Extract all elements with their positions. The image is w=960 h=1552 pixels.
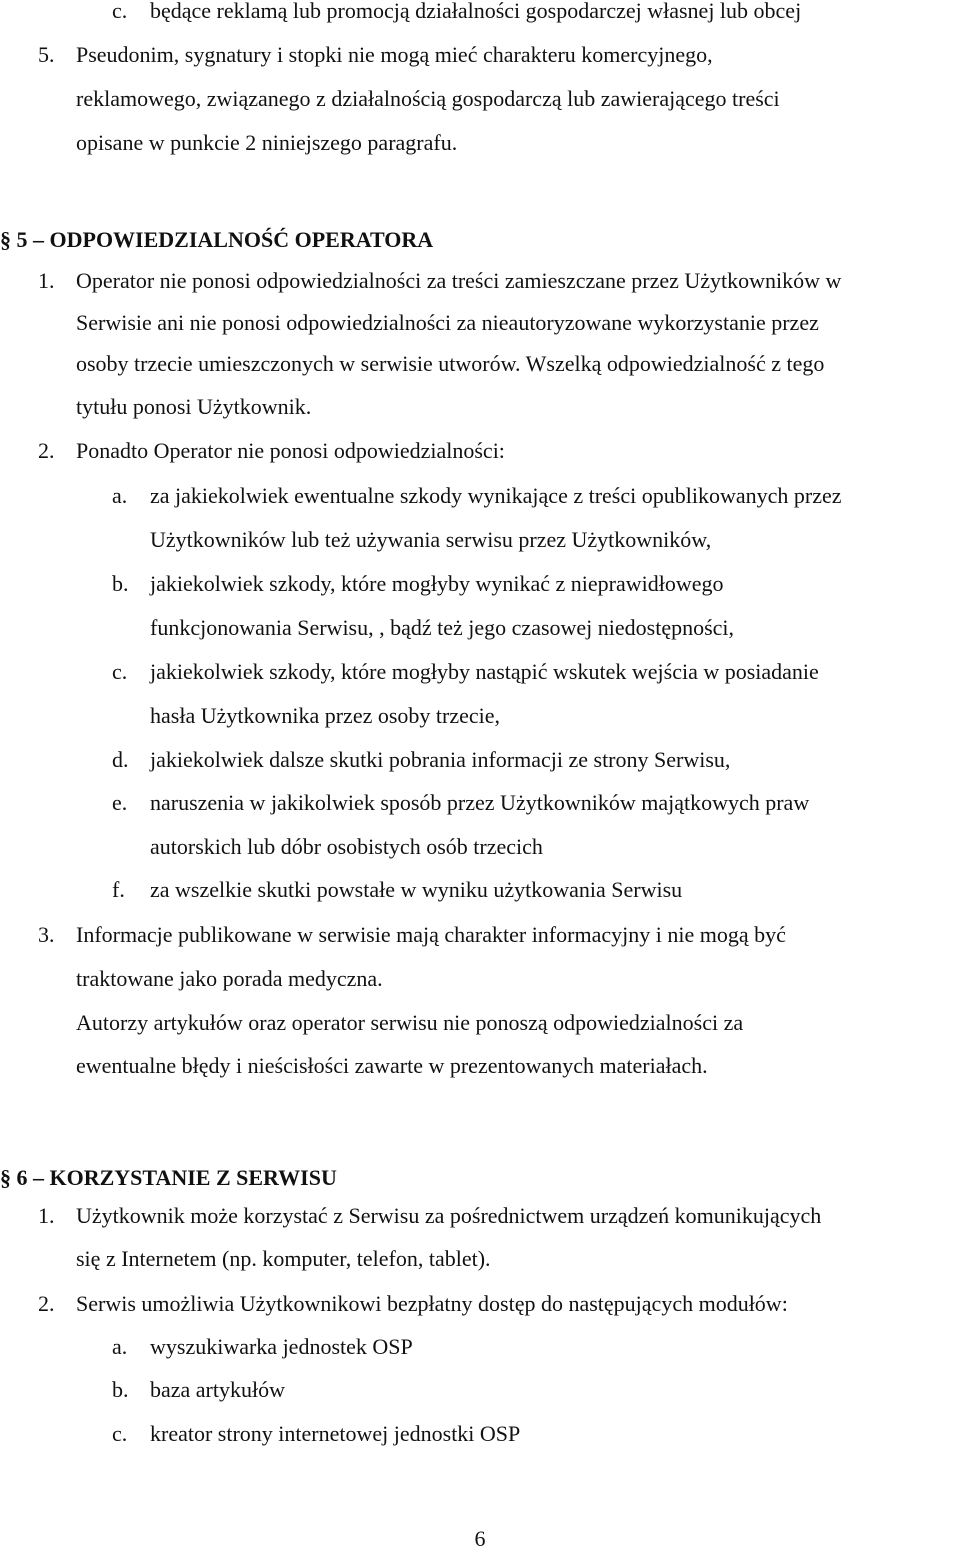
list-item-text: za wszelkie skutki powstałe w wyniku użytkowania Serwisu [150, 877, 683, 902]
list-marker: c. [112, 1421, 128, 1446]
list-item-text: jakiekolwiek szkody, które mogłyby nastąpić wskutek wejścia w posiadanie [150, 659, 819, 684]
paragraph-line: Operator nie ponosi odpowiedzialności za treści zamieszczane przez Użytkowników w [76, 268, 842, 293]
page-number: 6 [474, 1526, 486, 1551]
list-item-text: hasła Użytkownika przez osoby trzecie, [150, 703, 501, 728]
paragraph-line: się z Internetem (np. komputer, telefon, tablet). [76, 1246, 491, 1271]
list-marker: a. [112, 483, 128, 508]
paragraph-line: opisane w punkcie 2 niniejszego paragrafu. [76, 130, 458, 155]
list-item-text: baza artykułów [150, 1377, 285, 1402]
list-item-text: naruszenia w jakikolwiek sposób przez Użytkowników majątkowych praw [150, 790, 810, 815]
paragraph-line: Pseudonim, sygnatury i stopki nie mogą mieć charakteru komercyjnego, [76, 42, 713, 67]
list-item-text: będące reklamą lub promocją działalności gospodarczej własnej lub obcej [150, 0, 802, 23]
list-marker: 5. [38, 42, 55, 67]
list-item-text: Użytkowników lub też używania serwisu przez Użytkowników, [150, 527, 712, 552]
list-item-text: za jakiekolwiek ewentualne szkody wynikające z treści opublikowanych przez [150, 483, 842, 508]
list-marker: d. [112, 747, 129, 772]
paragraph-line: Ponadto Operator nie ponosi odpowiedzialności: [76, 438, 505, 463]
section-heading: § 6 – KORZYSTANIE Z SERWISU [0, 1165, 337, 1190]
paragraph-line: Serwisie ani nie ponosi odpowiedzialności za nieautoryzowane wykorzystanie przez [76, 310, 819, 335]
paragraph-line: reklamowego, związanego z działalnością gospodarczą lub zawierającego treści [76, 86, 780, 111]
paragraph-line: ewentualne błędy i nieścisłości zawarte w prezentowanych materiałach. [76, 1053, 708, 1078]
paragraph-line: tytułu ponosi Użytkownik. [76, 394, 312, 419]
list-marker: 3. [38, 922, 55, 947]
list-marker: b. [112, 1377, 129, 1402]
paragraph-line: traktowane jako porada medyczna. [76, 966, 383, 991]
paragraph-line: Serwis umożliwia Użytkownikowi bezpłatny dostęp do następujących modułów: [76, 1291, 788, 1316]
list-item-text: kreator strony internetowej jednostki OSP [150, 1421, 521, 1446]
paragraph-line: Informacje publikowane w serwisie mają charakter informacyjny i nie mogą być [76, 922, 786, 947]
paragraph-line: osoby trzecie umieszczonych w serwisie utworów. Wszelką odpowiedzialność z tego [76, 351, 825, 376]
list-item-text: funkcjonowania Serwisu, , bądź też jego czasowej niedostępności, [150, 615, 735, 640]
section-heading: § 5 – ODPOWIEDZIALNOŚĆ OPERATORA [0, 227, 434, 252]
list-item-text: wyszukiwarka jednostek OSP [150, 1334, 413, 1359]
list-item-text: jakiekolwiek dalsze skutki pobrania informacji ze strony Serwisu, [150, 747, 731, 772]
list-marker: 2. [38, 438, 55, 463]
list-marker: a. [112, 1334, 128, 1359]
list-marker: 1. [38, 1203, 55, 1228]
list-marker: 2. [38, 1291, 55, 1316]
list-marker: 1. [38, 268, 55, 293]
list-marker: c. [112, 659, 128, 684]
list-marker: e. [112, 790, 128, 815]
list-marker: b. [112, 571, 129, 596]
paragraph-line: Użytkownik może korzystać z Serwisu za pośrednictwem urządzeń komunikujących [76, 1203, 822, 1228]
list-marker: c. [112, 0, 128, 23]
list-marker: f. [112, 877, 125, 902]
paragraph-line: Autorzy artykułów oraz operator serwisu nie ponoszą odpowiedzialności za [76, 1010, 744, 1035]
list-item-text: jakiekolwiek szkody, które mogłyby wynikać z nieprawidłowego [150, 571, 724, 596]
list-item-text: autorskich lub dóbr osobistych osób trzecich [150, 834, 543, 859]
